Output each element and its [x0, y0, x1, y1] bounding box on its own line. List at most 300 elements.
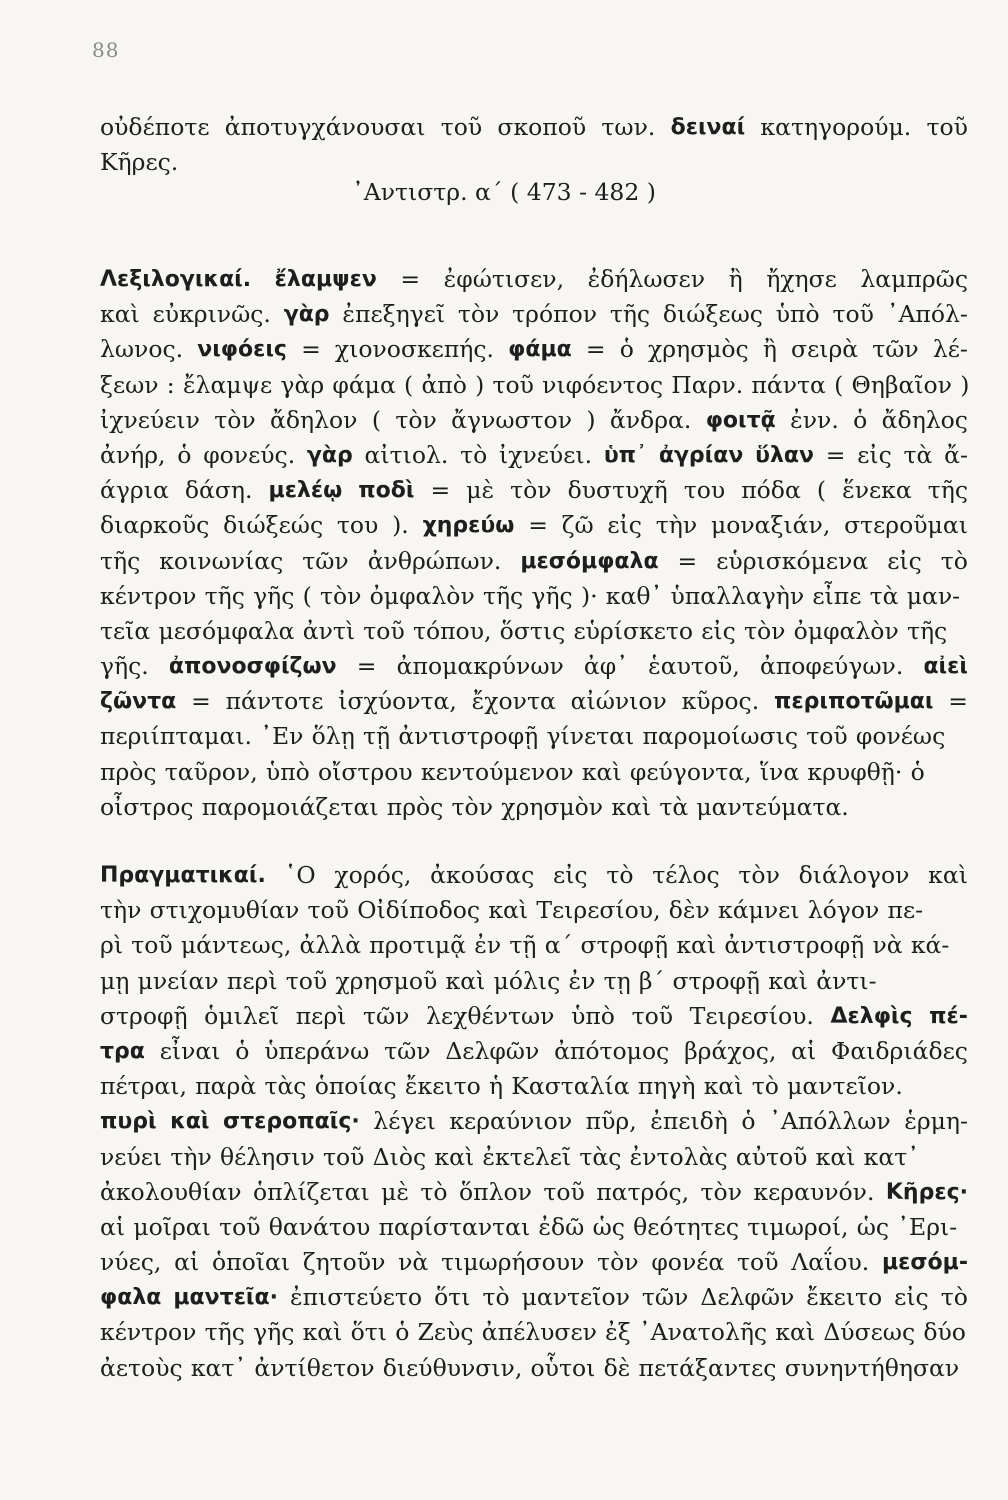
word: ἰχνεύειν [100, 405, 200, 434]
word: Θηβαῖον [851, 370, 952, 399]
word: τῶν [363, 1001, 410, 1030]
text-line [100, 1351, 968, 1386]
word: οὐδέποτε [100, 113, 210, 141]
word: οἴστρου [318, 757, 413, 786]
word: αἰώνιον [570, 687, 667, 716]
word: ἐπεξηγεῖ [342, 300, 446, 329]
text-line [100, 1034, 968, 1069]
section-heading: ᾿Αντιστρ. α΄ ( 473 - 482 ) [352, 178, 656, 206]
word: τιμωρήσουν [441, 1248, 585, 1277]
word: ( [371, 405, 381, 434]
word: καὶ [768, 966, 809, 995]
word: φεύγοντα, [629, 757, 752, 786]
word: εἶπε [812, 581, 862, 610]
bold-term: ὑπ᾿ [603, 442, 648, 468]
word: ἑαυτοῦ, [648, 652, 740, 681]
word: ζῶ [561, 511, 594, 540]
word: μαντεῖον. [787, 1072, 903, 1101]
word: ὁμιλεῖ [204, 1001, 280, 1030]
word: πόδα [741, 476, 801, 505]
word: ὅτι [350, 1318, 387, 1347]
text-line [100, 1315, 968, 1350]
word: ὁ [910, 757, 925, 786]
word: Κῆρες. [100, 148, 179, 177]
word: λόγον [807, 896, 880, 925]
word: ὅτι [434, 1283, 471, 1312]
word: ὅπλον [459, 1177, 532, 1206]
word: πηγὴ [637, 1072, 696, 1101]
bold-term: μελέῳ [268, 478, 343, 504]
word: καὶ [434, 1142, 475, 1171]
word: άγρια [100, 476, 169, 505]
word: καὶ [815, 1142, 856, 1171]
bold-term: καὶ [170, 1109, 210, 1135]
word: χιονοσκεπής. [334, 335, 495, 364]
word: τὸν [395, 405, 437, 434]
word: κεντούμενον [420, 757, 574, 786]
word: γίνεται [546, 722, 635, 751]
word: εἶναι [159, 1036, 221, 1065]
word: παρομοίωσις [642, 722, 798, 751]
word: ἄγνωστον [451, 405, 572, 434]
word: ᾿Απόλλων [769, 1107, 891, 1136]
word: μαν- [906, 581, 961, 610]
word: = [430, 476, 451, 505]
word: κατ᾿ [863, 1142, 919, 1171]
word: τὴν [170, 1142, 212, 1171]
word: τὸ [940, 1283, 968, 1312]
word: νύες, [100, 1248, 162, 1277]
word: γῆς [253, 1318, 295, 1347]
word: ὁ [235, 1036, 250, 1065]
word: μῃ [100, 966, 130, 995]
word: ) [475, 370, 485, 399]
word: λέγει [373, 1107, 436, 1136]
word: τοῦ [131, 931, 173, 960]
word: Διὸς [372, 1142, 427, 1171]
word: τὸ [482, 1283, 510, 1312]
word: του [336, 511, 379, 540]
word: τιμωροί, [747, 1212, 849, 1241]
word: νὰ [872, 931, 903, 960]
word: = [677, 546, 698, 575]
word: δὲν [668, 896, 710, 925]
word: τοῦ [323, 1142, 365, 1171]
word: τεῖα [100, 616, 151, 645]
real-notes-paragraph [100, 858, 968, 1386]
word: αἱ [791, 1036, 817, 1065]
word: εἰς [857, 440, 892, 469]
word: μὲ [466, 476, 495, 505]
word: θανάτου [268, 1212, 371, 1241]
word: αἰτιολ. [364, 440, 449, 469]
word: λαμπρῶς [860, 265, 968, 293]
word: εἰς [894, 1283, 929, 1312]
word: τοῦ [806, 722, 848, 751]
word: ἀντιστροφῇ [398, 722, 539, 751]
word: ἤχησε [766, 265, 837, 293]
word: ὑπαλλαγὴν [670, 581, 805, 610]
word: Οἰδίποδος [357, 896, 481, 925]
word: ἔκειτο [404, 1072, 481, 1101]
word: τοῦ [307, 896, 349, 925]
bold-term: φαλα [100, 1285, 162, 1311]
word: τὸν [738, 861, 780, 889]
word: νεύει [100, 1142, 163, 1171]
bold-term: πέ- [929, 1003, 968, 1029]
text-line [100, 999, 968, 1034]
text-line [100, 473, 968, 508]
word: τὸν [451, 792, 493, 821]
bold-term: ἀγρίαν [658, 442, 744, 468]
word: των. [601, 113, 656, 141]
word: διώξεως [662, 300, 763, 329]
word: καὶ [445, 966, 486, 995]
bold-term: ἔλαμψεν [274, 267, 377, 292]
bold-term: τρα [100, 1038, 145, 1064]
word: χρησμὸν [501, 792, 604, 821]
word: Δύσεως [823, 1318, 916, 1347]
word: Λαΐου. [791, 1248, 870, 1277]
bold-term: στεροπαῖς· [222, 1109, 360, 1135]
word: αὐτοῦ [735, 1142, 808, 1171]
word: εἰς [887, 546, 922, 575]
word: πετάξαντες [638, 1353, 777, 1382]
word: φάμα [332, 370, 396, 399]
word: στροφῇ [100, 1001, 188, 1030]
word: γῆς [531, 581, 573, 610]
word: ἀποτυγχάνουσαι [224, 113, 426, 141]
word: εἰς [701, 616, 736, 645]
word: ἀπὸ [421, 370, 467, 399]
word: = [825, 440, 846, 469]
word: πρὸς [100, 757, 157, 786]
word: κοινωνίας [159, 546, 284, 575]
word: δὲ [603, 1353, 631, 1382]
word: εἰς [607, 511, 642, 540]
word: μὲ [381, 1177, 409, 1206]
bold-term: ζῶντα [100, 689, 177, 715]
word: γῆς. [100, 652, 149, 681]
word: ἐδῶ [538, 1212, 585, 1241]
word: τὸν [510, 476, 552, 505]
bold-term: περιποτῶμαι [773, 689, 934, 715]
text-line [100, 403, 968, 438]
word: καὶ [703, 1072, 744, 1101]
word: τοῦ [737, 1248, 779, 1277]
text-line [100, 649, 968, 684]
word: διεύθυνσιν, [382, 1353, 523, 1382]
word: τῇ [363, 722, 391, 751]
word: τὸν [597, 1248, 639, 1277]
word: ὁ [177, 440, 192, 469]
word: τῆς [609, 300, 651, 329]
word: εὑρίσκετο [573, 616, 694, 645]
word: ἕνεκα [842, 476, 912, 505]
word: τῶν [384, 1036, 431, 1065]
word: ἀποφεύγων. [759, 652, 904, 681]
word: ἀφ᾿ [583, 652, 628, 681]
bold-term: ἀπονοσφίζων [168, 654, 337, 680]
word: τὸ [460, 440, 488, 469]
word: ἢ [728, 265, 743, 293]
word: λωνος. [100, 335, 184, 364]
word: τοῦ [363, 616, 405, 645]
word: ἰσχύοντα, [338, 687, 457, 716]
lexical-notes-paragraph [100, 262, 968, 825]
word: μεσόμφαλα [158, 616, 295, 645]
text-line [100, 719, 968, 754]
text-line [100, 145, 968, 180]
word: καθ᾿ [605, 581, 663, 610]
word: τῶν [872, 335, 919, 364]
word: ἐνν. [790, 405, 839, 434]
word: ἐν [474, 931, 502, 960]
word: ἀκούσας [430, 861, 535, 889]
word: καὶ [581, 757, 622, 786]
word: προτιμᾷ [369, 931, 467, 960]
word: ἔχοντα [471, 687, 556, 716]
word: λεχθέντων [426, 1001, 555, 1030]
word: μοναξιάν, [710, 511, 831, 540]
word: γὰρ [280, 370, 325, 399]
word: ἄδηλος [881, 405, 968, 434]
word: ὀμφαλὸν [793, 616, 899, 645]
word: παρίστανται [378, 1212, 531, 1241]
word: καὶ [302, 1318, 343, 1347]
word: σκοποῦ [497, 113, 587, 141]
word: ἀπότομος [554, 1036, 670, 1065]
word: = [400, 265, 421, 293]
word: ὁ [853, 405, 868, 434]
word: πρὸς [386, 792, 444, 821]
text-line [100, 368, 968, 403]
word: εἰς [553, 861, 588, 889]
word: τὸ [940, 546, 968, 575]
word: πῦρ, [585, 1107, 637, 1136]
word: τοῦ [926, 113, 968, 141]
word: = [528, 511, 548, 540]
word: διώξεώς [223, 511, 324, 540]
word: τὴν [655, 511, 698, 540]
word: ζητοῦν [302, 1248, 386, 1277]
word: τὰ [903, 440, 933, 469]
word: μοῖραι [133, 1212, 211, 1241]
word: παρὰ [195, 1072, 257, 1101]
text-line [100, 297, 968, 332]
word: του [683, 476, 726, 505]
word: ἐφώτισεν, [443, 265, 565, 293]
text-line [100, 262, 968, 297]
word: πάντοτε [225, 687, 324, 716]
word: ἐπιστεύετο [289, 1283, 423, 1312]
word: = [948, 687, 968, 716]
word: τῇ [509, 931, 537, 960]
word: κέντρον [100, 581, 197, 610]
word: β΄ [638, 966, 665, 995]
word: ἀντι- [816, 966, 877, 995]
word: τῆς [906, 616, 948, 645]
word: τέλος [652, 861, 720, 889]
word: τὸ [420, 1177, 448, 1206]
word: ὅλῃ [311, 722, 355, 751]
word: οὗτοι [530, 1353, 596, 1382]
word: ὁποῖαι [212, 1248, 291, 1277]
text-line [100, 1245, 968, 1280]
word: ἑρμη- [904, 1107, 968, 1136]
bold-term: γὰρ [306, 442, 353, 468]
text-line [100, 332, 968, 367]
bold-term: Κῆρες· [885, 1179, 968, 1205]
word: κατηγορούμ. [760, 113, 912, 141]
word: ἀντὶ [302, 616, 356, 645]
word: Φαιδριάδες [831, 1036, 968, 1065]
word: καὶ [488, 896, 529, 925]
word: δύο [923, 1318, 966, 1347]
bold-term: αἰεὶ [923, 654, 968, 680]
bold-term: μεσόμφαλα [520, 548, 659, 574]
word: ὀμφαλὸν [369, 581, 475, 610]
word: Δελφῶν [700, 1283, 795, 1312]
word: θεότητες [633, 1212, 739, 1241]
word: τὰ [869, 581, 899, 610]
word: ὑπεράνω [264, 1036, 370, 1065]
word: ὁποίας [314, 1072, 397, 1101]
word: καὶ [100, 300, 140, 329]
word: τὸν [214, 405, 256, 434]
text-line [100, 438, 968, 473]
word: βράχος, [684, 1036, 777, 1065]
word: πέτραι, [100, 1072, 187, 1101]
word: ὡς [856, 1212, 890, 1241]
word: αἱ [174, 1248, 200, 1277]
word: ᾿Εν [260, 722, 304, 751]
word: = [301, 335, 321, 364]
word: χρησμοῦ [335, 966, 438, 995]
word: χρησμὸς [647, 335, 749, 364]
word: πατρός, [596, 1177, 690, 1206]
word: Τειρεσίου, [536, 896, 661, 925]
word: περὶ [295, 1001, 347, 1030]
word: τῶν [641, 1283, 689, 1312]
word: ὁ [619, 335, 634, 364]
word: νιφόεντος [542, 370, 664, 399]
bold-term: χηρεύω [422, 513, 515, 539]
word: κατ᾿ [190, 1353, 247, 1382]
text-line [100, 508, 968, 543]
page-number: 88 [92, 38, 120, 62]
word: ὑπὸ [265, 757, 310, 786]
word: ). [392, 511, 409, 540]
word: = [191, 687, 211, 716]
text-line [100, 1069, 968, 1104]
word: τόπου, [412, 616, 492, 645]
word: παρομοιάζεται [201, 792, 379, 821]
word: καὶ [611, 792, 652, 821]
word: ξεων [100, 370, 159, 399]
word: καὶ [775, 1318, 816, 1347]
word: κέντρον [100, 1318, 197, 1347]
word: ( [816, 476, 827, 505]
word: στεροῦμαι [844, 511, 968, 540]
word: ἐντολὰς [629, 1142, 728, 1171]
word: στροφῇ [672, 966, 761, 995]
bold-term: Πραγματικαί. [100, 863, 266, 888]
bold-term: ποδὶ [358, 478, 415, 504]
bold-term: Δελφὶς [830, 1003, 913, 1029]
text-line [100, 964, 968, 999]
word: ἀντίθετον [254, 1353, 375, 1382]
word: τρόπον [512, 300, 598, 329]
word: πε- [887, 896, 924, 925]
word: ὡς [592, 1212, 625, 1241]
word: ῾Ο [284, 861, 316, 889]
word: οἶστρος [100, 792, 194, 821]
word: Παρν. [671, 370, 744, 399]
word: καὶ [676, 931, 717, 960]
text-line [100, 755, 968, 790]
word: ἐν [568, 966, 596, 995]
bold-term: Λεξιλογικαί. [100, 267, 252, 292]
intro-paragraph [100, 110, 968, 180]
word: ( [404, 370, 414, 399]
word: τοῦ [440, 113, 483, 141]
word: ἰχνεύει. [499, 440, 593, 469]
word: μαντεύματα. [696, 792, 849, 821]
word: στιχομυθίαν [149, 896, 300, 925]
word: ὁπλίζεται [252, 1177, 370, 1206]
word: α΄ [544, 931, 573, 960]
word: μόλις [493, 966, 561, 995]
word: ἐξ [605, 1318, 631, 1347]
word: αἱ [100, 1212, 126, 1241]
word: φονέως [855, 722, 946, 751]
text-line [100, 1104, 968, 1139]
bold-term: δειναί [670, 115, 746, 140]
text-line [100, 110, 968, 145]
word: δάση. [184, 476, 253, 505]
word: τὴν [100, 896, 142, 925]
bold-term: γὰρ [283, 302, 330, 328]
bold-term: φοιτᾷ [705, 407, 776, 433]
word: μάντεως, [180, 931, 292, 960]
word: φονεύς. [203, 440, 296, 469]
bold-term: νιφόεις [197, 337, 287, 363]
word: τῆς [204, 1318, 245, 1347]
word: τῆς [482, 581, 524, 610]
word: ὁ [395, 1318, 410, 1347]
bold-term: φάμα [508, 337, 572, 363]
word: λέ- [932, 335, 968, 364]
word: ( [834, 370, 844, 399]
word: περὶ [226, 966, 278, 995]
word: ὁ [741, 1107, 756, 1136]
word: ἔλαμψε [182, 370, 273, 399]
word: ἀλλὰ [299, 931, 362, 960]
word: τὸν [457, 300, 500, 329]
word: ἢ [762, 335, 777, 364]
word: τὸν [700, 1177, 742, 1206]
word: ἡ [488, 1072, 504, 1101]
word: τῶν [302, 546, 349, 575]
word: τὰς [579, 1142, 622, 1171]
word: ἵνα [759, 757, 800, 786]
text-line [100, 614, 968, 649]
word: = [585, 335, 606, 364]
text-line [100, 1210, 968, 1245]
word: ἀπέλυσεν [481, 1318, 597, 1347]
word: εὑρισκόμενα [716, 546, 869, 575]
